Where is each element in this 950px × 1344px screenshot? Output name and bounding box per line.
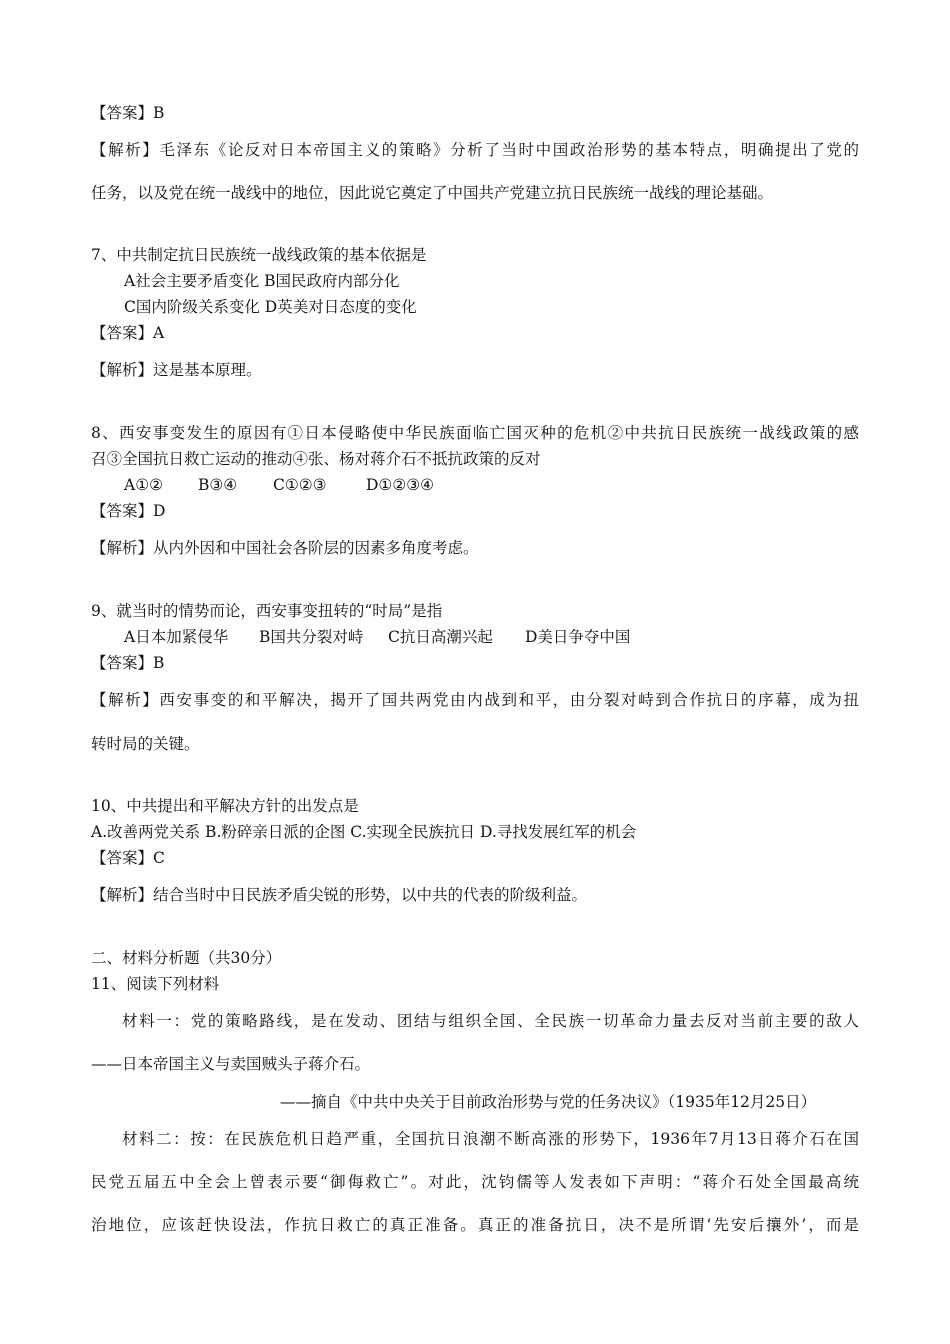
q10-question: 10、中共提出和平解决方针的出发点是 (91, 797, 359, 815)
q9-question: 9、就当时的情势而论，西安事变扭转的“时局”是指 (91, 602, 443, 620)
q7-options-line1: A社会主要矛盾变化 B国民政府内部分化 (124, 272, 400, 290)
q7-explanation: 【解析】这是基本原理。 (91, 361, 262, 379)
q8-answer: 【答案】D (91, 502, 166, 520)
q9-options (124, 627, 630, 647)
material1-line1: 材料一：党的策略路线，是在发动、团结与组织全国、全民族一切革命力量去反对当前主要的敌人 (122, 1012, 859, 1030)
q8-option-b: B③④ (198, 476, 238, 494)
material2-line3: 治地位，应该赶快设法，作抗日救亡的真正准备。真正的准备抗日，决不是所谓‘先安后攘外’，而是 (91, 1216, 859, 1234)
q7-question: 7、中共制定抗日民族统一战线政策的基本依据是 (91, 246, 427, 264)
q9-option-c: C抗日高潮兴起 (388, 628, 493, 646)
q9-explanation-line2: 转时局的关键。 (91, 735, 200, 753)
q8-option-d: D①②③④ (366, 476, 435, 494)
q6-explanation-line2: 任务，以及党在统一战线中的地位，因此说它奠定了中国共产党建立抗日民族统一战线的理论基础。 (91, 184, 774, 202)
material2-line2: 民党五届五中全会上曾表示要“御侮救亡”。对此，沈钧儒等人发表如下声明：“蒋介石处全国最高统 (91, 1173, 859, 1191)
q10-explanation: 【解析】结合当时中日民族矛盾尖锐的形势，以中共的代表的阶级利益。 (91, 886, 588, 904)
material2-line1: 材料二：按：在民族危机日趋严重，全国抗日浪潮不断高涨的形势下，1936年7月13日蒋介石在国 (122, 1130, 859, 1148)
q6-answer: 【答案】B (91, 104, 165, 122)
q10-answer: 【答案】C (91, 849, 165, 867)
q9-explanation-line1: 【解析】西安事变的和平解决，揭开了国共两党由内战到和平，由分裂对峙到合作抗日的序幕，成为扭 (91, 691, 859, 709)
q10-options: A.改善两党关系 B.粉碎亲日派的企图 C.实现全民族抗日 D.寻找发展红军的机会 (91, 823, 637, 841)
q9-option-d: D美日争夺中国 (525, 628, 631, 646)
material1-line2: ——日本帝国主义与卖国贼头子蒋介石。 (91, 1055, 371, 1073)
q8-option-a: A①② (124, 476, 163, 494)
q6-explanation-line1: 【解析】毛泽东《论反对日本帝国主义的策略》分析了当时中国政治形势的基本特点，明确提出了党的 (91, 141, 859, 159)
q9-option-a: A日本加紧侵华 (124, 628, 229, 646)
q9-answer: 【答案】B (91, 654, 165, 672)
q8-question-line1: 8、西安事变发生的原因有①日本侵略使中华民族面临亡国灭种的危机②中共抗日民族统一战线政策的感 (91, 424, 859, 442)
q8-options (124, 475, 434, 495)
q8-explanation: 【解析】从内外因和中国社会各阶层的因素多角度考虑。 (91, 539, 479, 557)
q8-question-line2: 召③全国抗日救亡运动的推动④张、杨对蒋介石不抵抗政策的反对 (91, 450, 541, 468)
q8-option-c: C①②③ (273, 476, 327, 494)
material1-source: ——摘自《中共中央关于目前政治形势与党的任务决议》（1935年12月25日） (280, 1093, 817, 1111)
q7-answer: 【答案】A (91, 324, 165, 342)
q11-title: 11、阅读下列材料 (91, 975, 220, 993)
q7-options-line2: C国内阶级关系变化 D英美对日态度的变化 (124, 298, 417, 316)
q9-option-b: B国共分裂对峙 (259, 628, 364, 646)
section2-heading: 二、材料分析题（共30分） (91, 949, 282, 967)
